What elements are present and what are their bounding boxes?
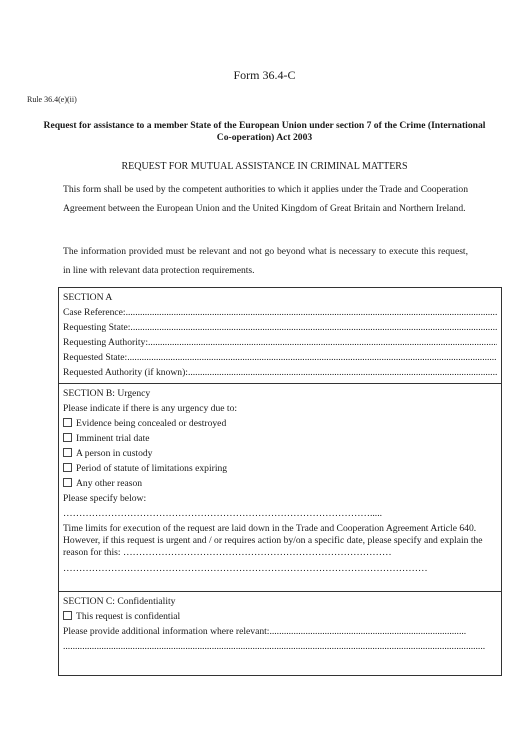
fill-line: ..................................................................................	[269, 626, 467, 637]
specify-label: Please specify below:	[63, 493, 147, 504]
checkbox-icon[interactable]	[63, 478, 72, 487]
specify-input-line[interactable]: …………………………………………………………………………………….....	[63, 508, 382, 519]
requested-state-field[interactable]	[63, 350, 497, 365]
spacer	[63, 654, 497, 672]
urgency-prompt: Please indicate if there is any urgency due to:	[63, 403, 238, 414]
form-table	[58, 287, 502, 676]
fill-line	[188, 365, 497, 380]
option-label: Period of statute of limitations expiring	[76, 463, 228, 474]
section-b-title: SECTION B: Urgency	[63, 388, 151, 399]
field-label: Requesting Authority:	[63, 337, 149, 348]
requesting-state-field[interactable]	[63, 320, 497, 335]
additional-info-field[interactable]	[63, 624, 497, 639]
checkbox-icon[interactable]	[63, 433, 72, 442]
reason-input-line[interactable]: ……………………………………………………………………………………………………	[63, 563, 428, 574]
intro-paragraph-2: The information provided must be relevant and not go beyond what is necessary to execute this request, in line with relevant data protection requirements.	[63, 246, 468, 276]
fill-line	[126, 305, 497, 320]
fill-line	[148, 335, 497, 350]
case-reference-field[interactable]	[63, 305, 497, 320]
field-label: Requesting State:	[63, 322, 131, 333]
section-b	[59, 384, 501, 592]
option-limitations[interactable]	[63, 461, 497, 476]
field-label: Requested State:	[63, 352, 128, 363]
checkbox-icon[interactable]	[63, 448, 72, 457]
option-other[interactable]	[63, 476, 497, 491]
option-label: Imminent trial date	[76, 433, 150, 444]
fill-line	[127, 350, 497, 365]
rule-reference: Rule 36.4(e)(ii)	[27, 95, 77, 104]
section-a	[59, 288, 501, 384]
section-c	[59, 592, 501, 675]
form-subheading: REQUEST FOR MUTUAL ASSISTANCE IN CRIMINAL MATTERS	[121, 161, 408, 172]
option-label: A person in custody	[76, 448, 153, 459]
section-a-title: SECTION A	[63, 292, 113, 303]
requested-authority-field[interactable]	[63, 365, 497, 380]
option-evidence[interactable]	[63, 416, 497, 431]
confidential-option[interactable]	[63, 609, 497, 624]
field-label: Please provide additional information where relevant:	[63, 626, 270, 637]
additional-info-line[interactable]: ................................................................................................................................................................................	[63, 641, 486, 652]
option-label: This request is confidential	[76, 611, 181, 622]
option-trial-date[interactable]	[63, 431, 497, 446]
intro-paragraph-1: This form shall be used by the competent authorities to which it applies under the Trade and Cooperation Agreement between the European Union and the United Kingdom of Great Britain and Northern Ireland.	[63, 184, 468, 214]
field-label: Requested Authority (if known):	[63, 367, 188, 378]
time-limits-text: Time limits for execution of the request are laid down in the Trade and Cooperation Agreement Article 640. However, if this request is urgent and / or requires action by/on a specific date, please specify and explain the reason for this: …………………………………………………………………………	[63, 523, 483, 558]
option-label: Evidence being concealed or destroyed	[76, 418, 227, 429]
option-custody[interactable]	[63, 446, 497, 461]
checkbox-icon[interactable]	[63, 418, 72, 427]
fill-line	[130, 320, 497, 335]
form-heading: Request for assistance to a member State of the European Union under section 7 of the Crime (International Co-operation) Act 2003	[43, 120, 486, 143]
option-label: Any other reason	[76, 478, 143, 489]
spacer	[63, 576, 497, 588]
checkbox-icon[interactable]	[63, 611, 72, 620]
section-c-title: SECTION C: Confidentiality	[63, 596, 176, 607]
checkbox-icon[interactable]	[63, 463, 72, 472]
field-label: Case Reference:	[63, 307, 126, 318]
form-number: Form 36.4-C	[233, 68, 296, 82]
requesting-authority-field[interactable]	[63, 335, 497, 350]
